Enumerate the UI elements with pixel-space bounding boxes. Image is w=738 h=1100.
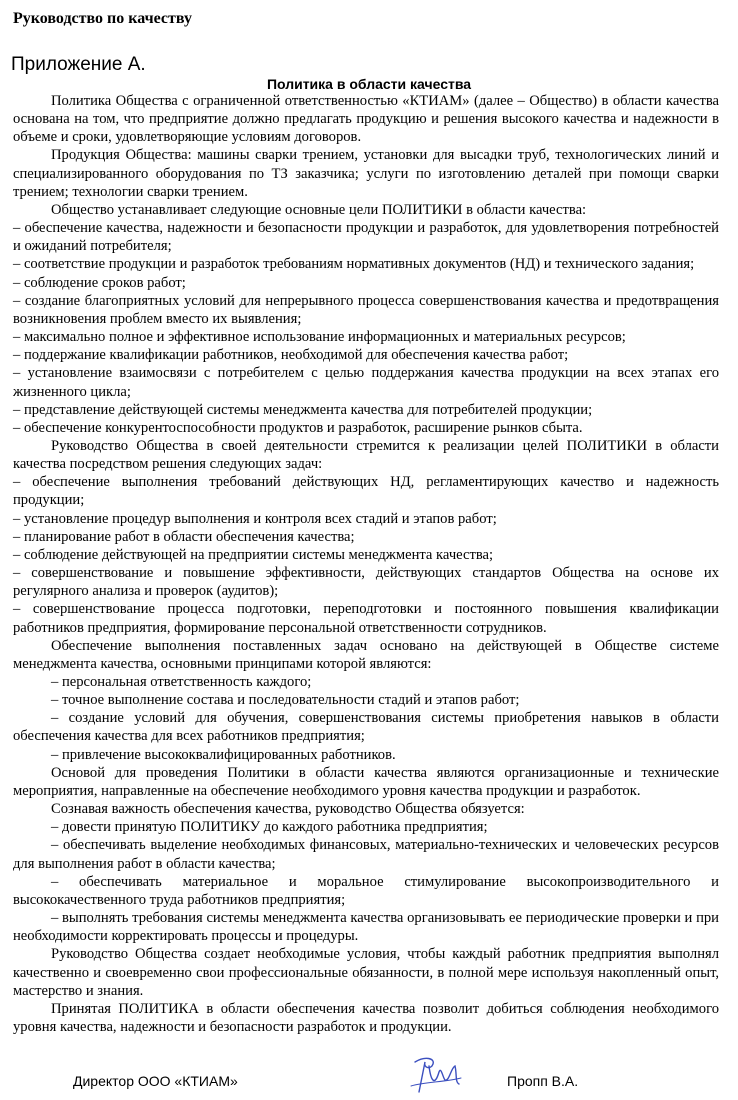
appendix-title: Приложение А. <box>11 54 146 75</box>
director-title: Директор ООО «КТИАМ» <box>73 1073 238 1089</box>
paragraph: – создание благоприятных условий для непрерывного процесса совершенствования качества и предотвращения возникновения проблем вместо их выявления; <box>13 292 719 327</box>
paragraph: Обеспечение выполнения поставленных задач основано на действующей в Обществе системе менеджмента качества, основными принципами которой являются: <box>13 637 719 672</box>
paragraph: – обеспечение выполнения требований действующих НД, регламентирующих качество и надежность продукции; <box>13 474 719 509</box>
paragraph: – выполнять требования системы менеджмента качества организовывать ее периодические проверки и при необходимости корректировать процессы и процедуры. <box>13 910 719 945</box>
paragraph: Руководство Общества создает необходимые условия, чтобы каждый работник предприятия выполнял качественно и своевременно свои профессиональные обязанности, в полной мере используя накопленный опыт, мастерство и знания. <box>13 946 719 999</box>
paragraph: – обеспечение качества, надежности и безопасности продукции и разработок, для удовлетворения потребностей и ожиданий потребителя; <box>13 220 719 255</box>
paragraph: – совершенствование и повышение эффективности, действующих стандартов Общества на основе их регулярного анализа и проверок (аудитов); <box>13 565 719 600</box>
document-header: Руководство по качеству <box>13 10 192 27</box>
paragraph: – соблюдение сроков работ; <box>13 274 186 291</box>
paragraph: – соответствие продукции и разработок требованиям нормативных документов (НД) и технического задания; <box>13 256 695 273</box>
paragraph: – соблюдение действующей на предприятии системы менеджмента качества; <box>13 546 494 563</box>
policy-title: Политика в области качества <box>266 76 472 92</box>
paragraph: – обеспечение конкурентоспособности продуктов и разработок, расширение рынков сбыта. <box>13 419 583 436</box>
paragraph: – установление процедур выполнения и контроля всех стадий и этапов работ; <box>13 510 497 527</box>
director-name: Пропп В.А. <box>507 1073 579 1089</box>
paragraph: – поддержание квалификации работников, необходимой для обеспечения качества работ; <box>13 347 569 364</box>
paragraph: Основой для проведения Политики в области качества являются организационные и технические мероприятия, направленные на обеспечение необходимого уровня качества продукции и разработок. <box>13 764 719 799</box>
paragraph: Политика Общества с ограниченной ответственностью «КТИАМ» (далее – Общество) в области качества основана на том, что предприятие должно предлагать продукцию и решения высокого качества и надежности в объеме и сроки, удовлетворяющие условиям договоров. <box>13 93 719 146</box>
paragraph: – обеспечивать выделение необходимых финансовых, материально-технических и человеческих ресурсов для выполнения работ в области качества; <box>13 837 719 872</box>
paragraph: – максимально полное и эффективное использование информационных и материальных ресурсов; <box>13 329 626 346</box>
paragraph: – точное выполнение состава и последовательности стадий и этапов работ; <box>51 692 520 709</box>
paragraph: Руководство Общества в своей деятельности стремится к реализации целей ПОЛИТИКИ в области качества посредством решения следующих задач: <box>13 437 719 473</box>
paragraph: – совершенствование процесса подготовки, переподготовки и постоянного повышения квалификации работников предприятия, формирование персональной ответственности сотрудников. <box>13 601 719 636</box>
paragraph: Принятая ПОЛИТИКА в области обеспечения качества позволит добиться соблюдения необходимого уровня качества, надежности и безопасности разработок и продукции. <box>13 1000 719 1035</box>
signature-footer <box>0 1073 738 1093</box>
paragraph: – обеспечивать материальное и моральное стимулирование высокопроизводительного и высококачественного труда работников предприятия; <box>13 873 719 908</box>
paragraph: – установление взаимосвязи с потребителем с целью поддержания качества продукции на всех этапах его жизненного цикла; <box>13 365 719 400</box>
paragraph: – довести принятую ПОЛИТИКУ до каждого работника предприятия; <box>51 819 488 836</box>
paragraph: Сознавая важность обеспечения качества, руководство Общества обязуется: <box>51 801 525 818</box>
paragraph: Продукция Общества: машины сварки трением, установки для высадки труб, технологических линий и специализированного оборудования по ТЗ заказчика; услуги по изготовлению деталей при помощи сварки трением; технологии сварки трением. <box>13 147 719 200</box>
paragraph: Общество устанавливает следующие основные цели ПОЛИТИКИ в области качества: <box>51 201 587 218</box>
paragraph: – представление действующей системы менеджмента качества для потребителей продукции; <box>13 401 593 418</box>
policy-body <box>13 92 719 1036</box>
paragraph: – создание условий для обучения, совершенствования системы приобретения навыков в области обеспечения качества для всех работников предприятия; <box>13 710 719 745</box>
paragraph: – планирование работ в области обеспечения качества; <box>13 528 355 545</box>
paragraph: – персональная ответственность каждого; <box>51 674 312 690</box>
paragraph: – привлечение высококвалифицированных работников. <box>51 746 396 763</box>
